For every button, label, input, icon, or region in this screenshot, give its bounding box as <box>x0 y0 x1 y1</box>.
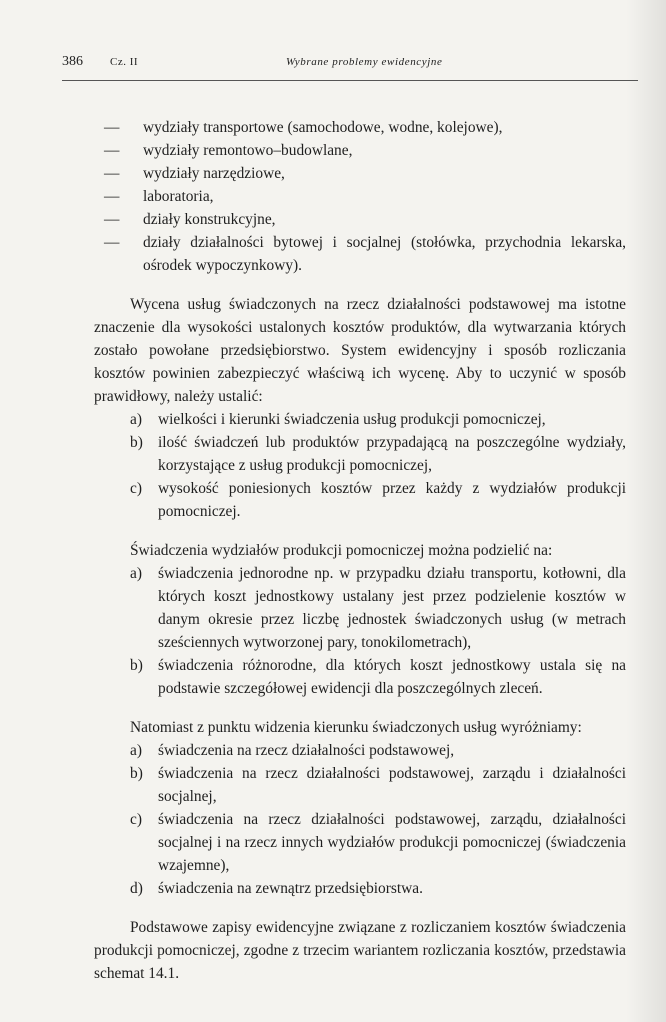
list-item <box>94 208 626 231</box>
list-item-text: działy konstrukcyjne, <box>143 211 276 228</box>
running-header <box>62 50 638 81</box>
list-marker: c) <box>130 811 142 828</box>
list-item-text: wydziały narzędziowe, <box>143 165 285 182</box>
list-item-text: świadczenia na zewnątrz przedsiębiorstwa. <box>158 880 423 897</box>
list-item-text: świadczenia jednorodne np. w przypadku działu transportu, kotłowni, dla których koszt jednostkowy ustalany jest przez podzielenie kosztów w danym okresie przez liczbę jednostek świadczonych usług (w metrach sześciennych wytworzonej pary, tonokilometrach), <box>158 565 626 651</box>
service-direction-list <box>94 739 626 900</box>
list-item-text: wydziały remontowo–budowlane, <box>143 142 353 159</box>
paragraph-schema-reference: Podstawowe zapisy ewidencyjne związane z rozliczaniem kosztów świadczenia produkcji pomocniczej, zgodne z trzecim wariantem rozliczania kosztów, przedstawia schemat 14.1. <box>94 919 626 982</box>
determination-list <box>94 408 626 523</box>
dash-marker: — <box>104 188 120 205</box>
page-body <box>94 116 626 985</box>
list-item <box>94 762 626 808</box>
list-item <box>94 808 626 877</box>
paragraph-division: Świadczenia wydziałów produkcji pomocniczej można podzielić na: <box>130 542 553 559</box>
list-item-text: ilość świadczeń lub produktów przypadającą na poszczególne wydziały, korzystające z usług produkcji pomocniczej, <box>158 434 626 474</box>
list-marker: b) <box>130 657 143 674</box>
dash-marker: — <box>104 142 120 159</box>
list-item <box>94 139 626 162</box>
list-item-text: wielkości i kierunki świadczenia usług produkcji pomocniczej, <box>158 411 546 428</box>
list-marker: b) <box>130 434 143 451</box>
list-item <box>94 185 626 208</box>
list-item-text: laboratoria, <box>143 188 214 205</box>
list-marker: d) <box>130 880 143 897</box>
list-item <box>94 877 626 900</box>
list-marker: b) <box>130 765 143 782</box>
list-item <box>94 408 626 431</box>
list-item-text: świadczenia na rzecz działalności podstawowej, <box>158 742 455 759</box>
dash-marker: — <box>104 211 120 228</box>
running-title: Wybrane problemy ewidencyjne <box>286 56 443 68</box>
list-marker: a) <box>130 411 142 428</box>
service-type-list <box>94 562 626 700</box>
list-item-text: świadczenia różnorodne, dla których koszt jednostkowy ustala się na podstawie szczegółowej ewidencji dla poszczególnych zleceń. <box>158 657 626 697</box>
list-item-text: świadczenia na rzecz działalności podstawowej, zarządu i działalności socjalnej, <box>158 765 626 805</box>
list-item <box>94 739 626 762</box>
list-marker: a) <box>130 565 142 582</box>
dash-marker: — <box>104 234 120 251</box>
list-item <box>94 162 626 185</box>
page-number: 386 <box>62 54 83 69</box>
list-item-text: świadczenia na rzecz działalności podstawowej, zarządu, działalności socjalnej i na rzecz innych wydziałów produkcji pomocniczej (świadczenia wzajemne), <box>158 811 626 874</box>
dash-marker: — <box>104 119 120 136</box>
chapter-label: Cz. II <box>110 56 139 68</box>
list-item <box>94 654 626 700</box>
list-marker: a) <box>130 742 142 759</box>
page-edge-shadow <box>626 0 666 1022</box>
paragraph-direction: Natomiast z punktu widzenia kierunku świadczonych usług wyróżniamy: <box>130 719 582 736</box>
list-item-text: działy działalności bytowej i socjalnej (stołówka, przychodnia lekarska, ośrodek wypoczynkowy). <box>143 234 626 274</box>
department-list <box>94 116 626 277</box>
list-item <box>94 431 626 477</box>
paragraph-valuation: Wycena usług świadczonych na rzecz działalności podstawowej ma istotne znaczenie dla wysokości ustalonych kosztów produktów, dla wytwarzania których zostało powołane przedsiębiorstwo. System ewidencyjny i sposób rozliczania kosztów powinien zabezpieczyć właściwą ich wycenę. Aby to uczynić w sposób prawidłowy, należy ustalić: <box>94 296 626 405</box>
dash-marker: — <box>104 165 120 182</box>
list-item <box>94 116 626 139</box>
list-item-text: wydziały transportowe (samochodowe, wodne, kolejowe), <box>143 119 503 136</box>
list-item <box>94 231 626 277</box>
list-item <box>94 477 626 523</box>
list-item-text: wysokość poniesionych kosztów przez każdy z wydziałów produkcji pomocniczej. <box>158 480 626 520</box>
list-item <box>94 562 626 654</box>
list-marker: c) <box>130 480 142 497</box>
